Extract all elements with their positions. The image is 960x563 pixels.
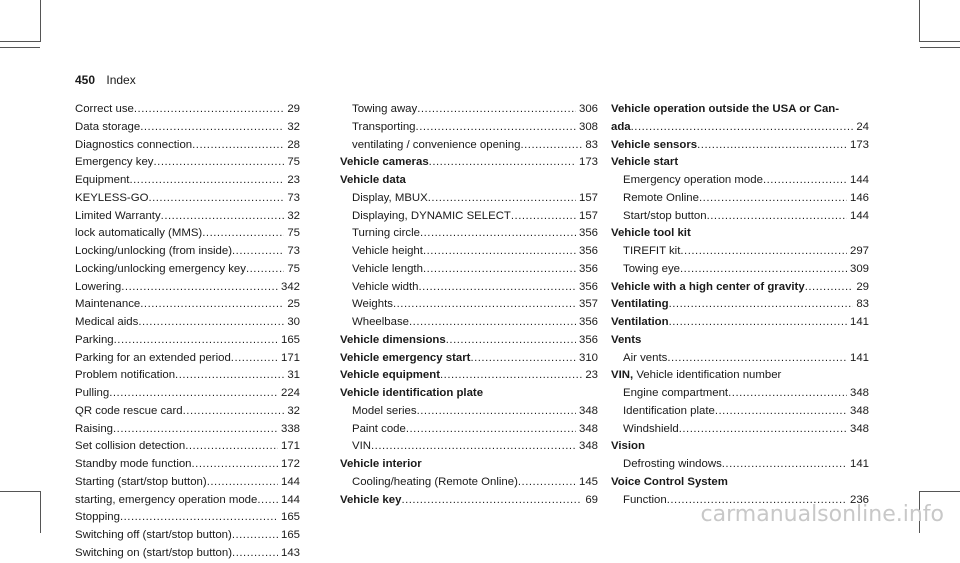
dot-leader bbox=[446, 332, 576, 350]
entry-text: Limited Warranty bbox=[75, 209, 161, 222]
heading-text: Vehicle data bbox=[340, 174, 406, 186]
entry-text: Parking bbox=[75, 333, 114, 346]
dot-leader bbox=[722, 456, 847, 474]
index-entry[interactable] bbox=[340, 332, 598, 350]
entry-page-number: 306 bbox=[578, 103, 598, 115]
entry-page-number: 141 bbox=[849, 316, 869, 328]
dot-leader bbox=[511, 208, 576, 226]
entry-text: Problem notification bbox=[75, 369, 176, 382]
index-heading bbox=[340, 172, 598, 190]
entry-page-number: 356 bbox=[578, 262, 598, 275]
entry-text: Parking for an extended period bbox=[75, 351, 231, 364]
dot-leader bbox=[120, 509, 278, 527]
dot-leader bbox=[192, 137, 284, 155]
entry-text: Wheelbase bbox=[352, 316, 409, 328]
index-entry[interactable] bbox=[340, 421, 598, 439]
index-entry[interactable] bbox=[340, 438, 598, 456]
entry-page-number: 348 bbox=[578, 440, 598, 453]
index-entry[interactable] bbox=[75, 474, 300, 492]
dot-leader bbox=[257, 492, 278, 510]
index-entry[interactable] bbox=[611, 261, 869, 279]
index-heading bbox=[611, 154, 869, 172]
index-heading bbox=[611, 367, 869, 385]
entry-page-number: 348 bbox=[849, 404, 869, 417]
entry-text: Diagnostics connection bbox=[75, 138, 193, 151]
heading-text: Vehicle tool kit bbox=[611, 227, 691, 240]
dot-leader bbox=[406, 421, 576, 439]
index-heading bbox=[611, 474, 869, 492]
entry-text: Vehicle dimensions bbox=[340, 333, 446, 346]
index-entry[interactable] bbox=[75, 438, 300, 456]
entry-page-number: 348 bbox=[578, 422, 598, 435]
crop-mark bbox=[920, 491, 960, 492]
index-entry[interactable] bbox=[340, 101, 598, 119]
entry-page-number: 308 bbox=[578, 120, 598, 133]
entry-page-number: 356 bbox=[578, 333, 598, 346]
entry-page-number: 83 bbox=[856, 298, 869, 311]
index-entry[interactable] bbox=[75, 154, 300, 172]
dot-leader bbox=[763, 172, 847, 190]
entry-page-number: 144 bbox=[849, 209, 869, 222]
entry-page-number: 83 bbox=[585, 138, 598, 151]
entry-text: Switching on (start/stop button) bbox=[75, 546, 233, 559]
entry-page-number: 309 bbox=[849, 262, 869, 275]
index-entry[interactable] bbox=[340, 314, 598, 332]
entry-page-number: 24 bbox=[856, 120, 869, 133]
dot-leader bbox=[140, 119, 284, 137]
entry-text: Air vents bbox=[623, 351, 668, 364]
entry-text: Vehicle key bbox=[340, 493, 402, 506]
entry-text: ventilating / convenience opening bbox=[352, 138, 521, 151]
entry-text: Windshield bbox=[623, 422, 679, 435]
index-column-2 bbox=[340, 101, 598, 509]
dot-leader bbox=[232, 545, 278, 563]
section-title: Index bbox=[106, 73, 136, 87]
entry-text: QR code rescue card bbox=[75, 404, 183, 417]
index-heading bbox=[611, 101, 869, 119]
entry-text: Raising bbox=[75, 422, 113, 435]
entry-text: Vehicle width bbox=[352, 280, 419, 293]
dot-leader bbox=[728, 385, 847, 403]
dot-leader bbox=[669, 314, 847, 332]
entry-text: Stopping bbox=[75, 511, 120, 524]
index-entry[interactable] bbox=[340, 261, 598, 279]
index-entry[interactable] bbox=[75, 385, 300, 403]
entry-page-number: 141 bbox=[849, 351, 869, 364]
entry-page-number: 348 bbox=[849, 422, 869, 435]
entry-page-number: 75 bbox=[287, 156, 300, 169]
entry-page-number: 356 bbox=[578, 245, 598, 257]
entry-text: Identification plate bbox=[623, 404, 715, 417]
entry-page-number: 356 bbox=[578, 316, 598, 328]
entry-page-number: 31 bbox=[287, 369, 300, 382]
entry-page-number: 173 bbox=[578, 156, 598, 169]
index-entry[interactable] bbox=[611, 243, 869, 261]
index-entry[interactable] bbox=[611, 403, 869, 421]
index-entry[interactable] bbox=[340, 279, 598, 297]
index-entry[interactable] bbox=[340, 403, 598, 421]
crop-mark bbox=[40, 491, 41, 533]
index-column-1 bbox=[75, 101, 300, 563]
entry-page-number: 69 bbox=[585, 493, 598, 506]
index-entry[interactable] bbox=[75, 509, 300, 527]
dot-leader bbox=[175, 367, 284, 385]
dot-leader bbox=[161, 208, 285, 226]
dot-leader bbox=[680, 261, 847, 279]
index-entry[interactable] bbox=[75, 243, 300, 261]
index-entry[interactable] bbox=[611, 350, 869, 368]
entry-page-number: 30 bbox=[287, 316, 300, 328]
index-entry[interactable] bbox=[340, 119, 598, 137]
entry-page-number: 171 bbox=[280, 351, 300, 364]
dot-leader bbox=[138, 314, 284, 332]
entry-text: Ventilation bbox=[611, 316, 669, 328]
index-entry[interactable] bbox=[75, 492, 300, 510]
dot-leader bbox=[520, 137, 582, 155]
dot-leader bbox=[134, 101, 284, 119]
entry-page-number: 144 bbox=[280, 475, 300, 488]
entry-text: Display, MBUX bbox=[352, 191, 428, 204]
heading-text: Voice Control System bbox=[611, 475, 728, 488]
entry-page-number: 32 bbox=[287, 120, 300, 133]
entry-text: Vehicle height bbox=[352, 245, 423, 257]
dot-leader bbox=[129, 172, 284, 190]
heading-text: Vents bbox=[611, 333, 642, 346]
entry-text: Lowering bbox=[75, 280, 122, 293]
entry-text: Locking/unlocking emergency key bbox=[75, 262, 246, 275]
dot-leader bbox=[192, 456, 278, 474]
dot-leader bbox=[109, 385, 278, 403]
dot-leader bbox=[423, 261, 576, 279]
index-entry[interactable] bbox=[611, 314, 869, 332]
entry-text: Towing eye bbox=[623, 262, 680, 275]
entry-text: Equipment bbox=[75, 174, 130, 186]
dot-leader bbox=[423, 243, 576, 261]
dot-leader bbox=[680, 243, 847, 261]
entry-page-number: 157 bbox=[578, 191, 598, 204]
entry-text: Towing away bbox=[352, 103, 418, 115]
entry-page-number: 29 bbox=[856, 280, 869, 293]
entry-text: Cooling/heating (Remote Online) bbox=[352, 475, 518, 488]
entry-page-number: 73 bbox=[287, 191, 300, 204]
index-entry[interactable] bbox=[75, 332, 300, 350]
crop-mark bbox=[920, 41, 960, 42]
dot-leader bbox=[202, 225, 284, 243]
entry-page-number: 29 bbox=[287, 103, 300, 115]
entry-text: Model series bbox=[352, 404, 417, 417]
entry-page-number: 342 bbox=[280, 280, 300, 293]
index-entry[interactable] bbox=[611, 208, 869, 226]
index-entry[interactable] bbox=[611, 279, 869, 297]
entry-page-number: 348 bbox=[578, 404, 598, 417]
heading-text: Vehicle identification plate bbox=[340, 387, 484, 399]
entry-text: Engine compartment bbox=[623, 387, 729, 399]
entry-text: Correct use bbox=[75, 103, 134, 115]
index-entry[interactable] bbox=[75, 367, 300, 385]
page-header bbox=[75, 73, 136, 87]
dot-leader bbox=[805, 279, 854, 297]
index-entry[interactable] bbox=[75, 421, 300, 439]
entry-page-number: 297 bbox=[849, 245, 869, 257]
dot-leader bbox=[631, 119, 854, 137]
entry-page-number: 173 bbox=[849, 138, 869, 151]
index-entry[interactable] bbox=[611, 296, 869, 314]
entry-text: Switching off (start/stop button) bbox=[75, 529, 232, 541]
dot-leader bbox=[440, 367, 582, 385]
page-number: 450 bbox=[75, 73, 96, 87]
index-entry[interactable] bbox=[75, 296, 300, 314]
index-entry[interactable] bbox=[75, 225, 300, 243]
dot-leader bbox=[148, 190, 284, 208]
dot-leader bbox=[699, 190, 847, 208]
heading-text: Vehicle operation outside the USA or Can- bbox=[611, 103, 840, 115]
entry-page-number: 23 bbox=[287, 174, 300, 186]
entry-text: Locking/unlocking (from inside) bbox=[75, 245, 233, 257]
entry-page-number: 224 bbox=[280, 387, 300, 399]
index-entry[interactable] bbox=[75, 527, 300, 545]
dot-leader bbox=[154, 154, 285, 172]
index-heading bbox=[340, 385, 598, 403]
entry-text: Medical aids bbox=[75, 316, 139, 328]
index-entry[interactable] bbox=[340, 190, 598, 208]
entry-page-number: 172 bbox=[280, 458, 300, 470]
dot-leader bbox=[420, 225, 576, 243]
entry-text: Transporting bbox=[352, 120, 416, 133]
crop-mark bbox=[0, 41, 40, 42]
index-entry[interactable] bbox=[75, 190, 300, 208]
dot-leader bbox=[707, 208, 847, 226]
dot-leader bbox=[231, 350, 278, 368]
dot-leader bbox=[428, 190, 576, 208]
dot-leader bbox=[185, 438, 278, 456]
entry-text: Vehicle cameras bbox=[340, 156, 429, 169]
index-entry[interactable] bbox=[340, 208, 598, 226]
entry-page-number: 75 bbox=[287, 227, 300, 240]
index-entry[interactable] bbox=[75, 350, 300, 368]
index-entry[interactable] bbox=[340, 225, 598, 243]
heading-text: Vehicle start bbox=[611, 156, 679, 169]
dot-leader bbox=[113, 421, 278, 439]
dot-leader bbox=[140, 296, 284, 314]
entry-text: Start/stop button bbox=[623, 209, 707, 222]
entry-page-number: 236 bbox=[849, 493, 869, 506]
dot-leader bbox=[417, 403, 576, 421]
entry-page-number: 157 bbox=[578, 209, 598, 222]
dot-leader bbox=[409, 314, 576, 332]
entry-text: VIN bbox=[352, 440, 371, 453]
index-entry[interactable] bbox=[340, 492, 598, 510]
entry-page-number: 348 bbox=[849, 387, 869, 399]
index-entry[interactable] bbox=[611, 137, 869, 155]
heading-text: Vehicle interior bbox=[340, 458, 422, 470]
entry-text: starting, emergency operation mode bbox=[75, 493, 258, 506]
dot-leader bbox=[371, 438, 576, 456]
entry-page-number: 357 bbox=[578, 298, 598, 311]
entry-page-number: 356 bbox=[578, 280, 598, 293]
index-entry[interactable] bbox=[75, 208, 300, 226]
dot-leader bbox=[232, 243, 284, 261]
entry-text: Paint code bbox=[352, 422, 406, 435]
index-entry[interactable] bbox=[75, 137, 300, 155]
heading-tail: Vehicle identification number bbox=[633, 369, 782, 382]
dot-leader bbox=[419, 279, 576, 297]
crop-mark bbox=[920, 47, 960, 48]
dot-leader bbox=[401, 492, 582, 510]
index-entry[interactable] bbox=[611, 421, 869, 439]
dot-leader bbox=[518, 474, 576, 492]
index-entry[interactable] bbox=[611, 385, 869, 403]
index-entry[interactable] bbox=[75, 261, 300, 279]
dot-leader bbox=[697, 137, 847, 155]
index-entry[interactable] bbox=[340, 243, 598, 261]
entry-page-number: 144 bbox=[849, 174, 869, 186]
entry-text: lock automatically (MMS) bbox=[75, 227, 203, 240]
entry-page-number: 310 bbox=[578, 351, 598, 364]
entry-text: Emergency key bbox=[75, 156, 154, 169]
entry-page-number: 73 bbox=[287, 245, 300, 257]
index-entry[interactable] bbox=[340, 474, 598, 492]
dot-leader bbox=[393, 296, 576, 314]
index-heading bbox=[611, 225, 869, 243]
entry-text: Vehicle with a high center of gravity bbox=[611, 280, 805, 293]
dot-leader bbox=[679, 421, 847, 439]
dot-leader bbox=[246, 261, 284, 279]
index-entry[interactable] bbox=[75, 119, 300, 137]
entry-page-number: 32 bbox=[287, 404, 300, 417]
entry-page-number: 165 bbox=[280, 529, 300, 541]
dot-leader bbox=[470, 350, 576, 368]
entry-page-number: 356 bbox=[578, 227, 598, 240]
index-entry[interactable] bbox=[75, 279, 300, 297]
entry-text: Remote Online bbox=[623, 191, 699, 204]
index-entry[interactable] bbox=[611, 119, 869, 137]
index-entry[interactable] bbox=[75, 172, 300, 190]
entry-text: Vehicle sensors bbox=[611, 138, 698, 151]
entry-text: Data storage bbox=[75, 120, 141, 133]
entry-text: Function bbox=[623, 493, 667, 506]
index-entry[interactable] bbox=[340, 137, 598, 155]
index-entry[interactable] bbox=[611, 456, 869, 474]
entry-text: Maintenance bbox=[75, 298, 141, 311]
entry-page-number: 165 bbox=[280, 511, 300, 524]
index-entry[interactable] bbox=[75, 456, 300, 474]
entry-text: Ventilating bbox=[611, 298, 669, 311]
dot-leader bbox=[183, 403, 285, 421]
entry-text: Starting (start/stop button) bbox=[75, 475, 207, 488]
entry-text: Weights bbox=[352, 298, 393, 311]
crop-mark bbox=[40, 0, 41, 42]
entry-page-number: 171 bbox=[280, 440, 300, 453]
entry-page-number: 145 bbox=[578, 475, 598, 488]
index-heading bbox=[611, 438, 869, 456]
entry-text: Displaying, DYNAMIC SELECT bbox=[352, 209, 511, 222]
entry-page-number: 165 bbox=[280, 333, 300, 346]
entry-text: Defrosting windows bbox=[623, 458, 722, 470]
index-entry[interactable] bbox=[340, 350, 598, 368]
entry-text: KEYLESS-GO bbox=[75, 191, 149, 204]
dot-leader bbox=[669, 296, 854, 314]
index-entry[interactable] bbox=[75, 403, 300, 421]
crop-mark bbox=[0, 47, 40, 48]
crop-mark bbox=[919, 0, 920, 42]
index-entry[interactable] bbox=[75, 545, 300, 563]
entry-page-number: 146 bbox=[849, 191, 869, 204]
entry-text: Vehicle emergency start bbox=[340, 351, 471, 364]
dot-leader bbox=[207, 474, 278, 492]
index-column-3 bbox=[611, 101, 869, 509]
dot-leader bbox=[667, 350, 847, 368]
entry-page-number: 143 bbox=[280, 546, 300, 559]
dot-leader bbox=[417, 101, 576, 119]
index-entry[interactable] bbox=[75, 314, 300, 332]
entry-page-number: 32 bbox=[287, 209, 300, 222]
entry-page-number: 25 bbox=[287, 298, 300, 311]
entry-text: TIREFIT kit bbox=[623, 245, 681, 257]
crop-mark bbox=[0, 491, 40, 492]
entry-page-number: 144 bbox=[280, 493, 300, 506]
dot-leader bbox=[121, 279, 278, 297]
index-entry[interactable] bbox=[340, 367, 598, 385]
index-entry[interactable] bbox=[340, 154, 598, 172]
index-heading bbox=[340, 456, 598, 474]
entry-page-number: 75 bbox=[287, 262, 300, 275]
entry-page-number: 338 bbox=[280, 422, 300, 435]
entry-text: Vehicle equipment bbox=[340, 369, 441, 382]
heading-text: Vision bbox=[611, 440, 645, 453]
index-entry[interactable] bbox=[611, 190, 869, 208]
entry-page-number: 28 bbox=[287, 138, 300, 151]
dot-leader bbox=[232, 527, 278, 545]
entry-text: Pulling bbox=[75, 387, 110, 399]
heading-text: VIN, bbox=[611, 369, 634, 382]
index-entry[interactable] bbox=[75, 101, 300, 119]
index-entry[interactable] bbox=[611, 172, 869, 190]
dot-leader bbox=[715, 403, 847, 421]
entry-page-number: 23 bbox=[585, 369, 598, 382]
index-heading bbox=[611, 332, 869, 350]
entry-text: Vehicle length bbox=[352, 262, 423, 275]
entry-text: Emergency operation mode bbox=[623, 174, 763, 186]
dot-leader bbox=[416, 119, 576, 137]
dot-leader bbox=[429, 154, 576, 172]
dot-leader bbox=[114, 332, 278, 350]
entry-text: Standby mode function bbox=[75, 458, 192, 470]
entry-text: Turning circle bbox=[352, 227, 420, 240]
index-entry[interactable] bbox=[340, 296, 598, 314]
entry-page-number: 141 bbox=[849, 458, 869, 470]
entry-text: Set collision detection bbox=[75, 440, 186, 453]
entry-text: ada bbox=[611, 120, 631, 133]
watermark: carmanualsonline.info bbox=[700, 502, 944, 527]
